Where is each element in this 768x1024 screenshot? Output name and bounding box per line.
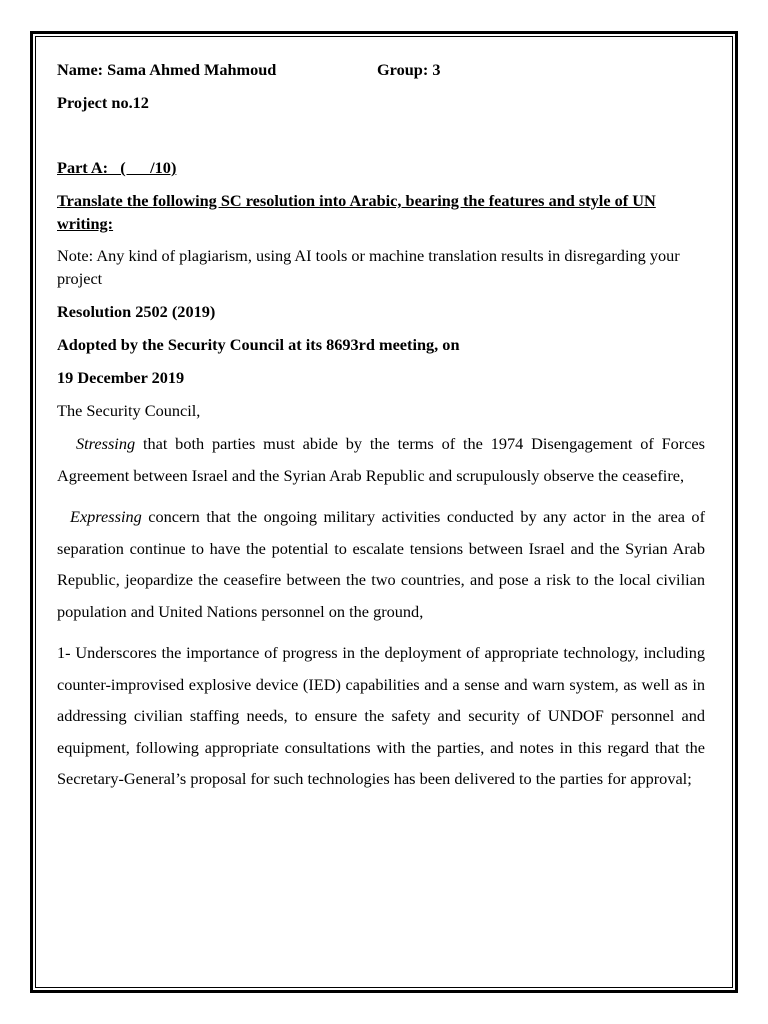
- adoption-line: Adopted by the Security Council at its 8693rd meeting, on: [57, 335, 460, 354]
- para2-text: concern that the ongoing military activities conducted by any actor in the area of separation continue to have the potential to escalate tensions between Israel and the Syrian Arab Republic, jeopardize the ceasefire between the two countries, and pose a risk to the local civilian population and United Nations personnel on the ground,: [57, 507, 705, 621]
- project-number: Project no.12: [57, 93, 149, 112]
- preambular-paragraph-1: [57, 428, 705, 491]
- operative-paragraph-1: 1- Underscores the importance of progress in the deployment of appropriate technology, including counter-improvised explosive device (IED) capabilities and a sense and warn system, as well as in addressing civilian staffing needs, to ensure the safety and security of UNDOF personnel and equipment, following appropriate consultations with the parties, and notes in this regard that the Secretary-General’s proposal for such technologies has been delivered to the parties for approval;: [57, 643, 705, 788]
- opening-phrase: The Security Council,: [57, 401, 201, 420]
- para2-lead: Expressing: [70, 507, 142, 526]
- header-row: [57, 58, 705, 81]
- para1-lead: Stressing: [76, 434, 136, 453]
- adoption-date: 19 December 2019: [57, 368, 185, 387]
- group-label: Group: 3: [377, 60, 441, 79]
- student-name: Name: Sama Ahmed Mahmoud: [57, 60, 277, 79]
- document-body: [57, 58, 705, 795]
- instruction-heading: Translate the following SC resolution into Arabic, bearing the features and style of UN writing:: [57, 191, 656, 233]
- resolution-title: Resolution 2502 (2019): [57, 302, 216, 321]
- part-a-heading: Part A: ( /10): [57, 158, 177, 177]
- preambular-paragraph-2: [57, 501, 705, 627]
- para1-text: that both parties must abide by the terms of the 1974 Disengagement of Forces Agreement between Israel and the Syrian Arab Republic and scrupulously observe the ceasefire,: [57, 434, 705, 485]
- plagiarism-note: Note: Any kind of plagiarism, using AI tools or machine translation results in disregarding your project: [57, 246, 680, 288]
